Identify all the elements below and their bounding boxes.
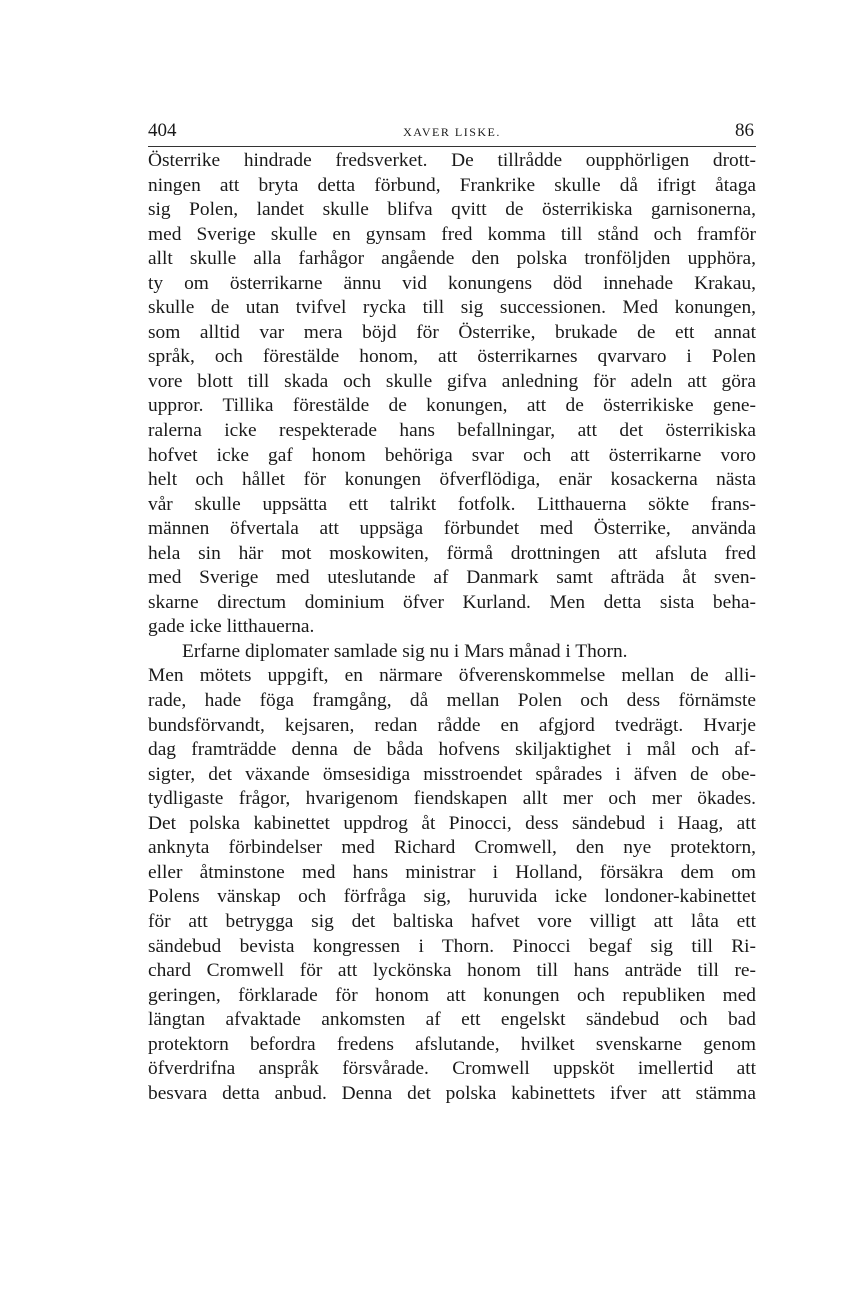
text-line: anknyta förbindelser med Richard Cromwell, den nye protektorn, — [148, 837, 756, 859]
text-line: eller åtminstone med hans ministrar i Holland, försäkra dem om — [148, 861, 756, 883]
text-line: helt och hållet för konungen öfverflödiga, enär kosackerna nästa — [148, 469, 756, 491]
text-line: Österrike hindrade fredsverket. De tillrådde oupphörligen drott- — [148, 150, 756, 171]
text-line: sändebud bevista kongressen i Thorn. Pinocci begaf sig till Ri- — [148, 935, 756, 957]
text-line: sigter, det växande ömsesidiga misstroendet spårades i äfven de obe- — [148, 763, 756, 785]
running-head — [148, 118, 756, 144]
text-line: Erfarne diplomater samlade sig nu i Mars månad i Thorn. — [182, 640, 628, 662]
text-line: med Sverige med uteslutande af Danmark samt afträda åt sven- — [148, 567, 756, 589]
text-line: tydligaste frågor, hvarigenom fiendskapen allt mer och mer ökades. — [148, 788, 756, 810]
text-line: Polens vänskap och förfråga sig, huruvida icke londoner-kabinettet — [148, 886, 756, 908]
page-number-right: 86 — [735, 120, 754, 141]
text-line: uppror. Tillika förestälde de konungen, att de österrikiske gene- — [148, 395, 756, 417]
text-line: vore blott till skada och skulle gifva anledning för adeln att göra — [148, 370, 756, 392]
text-line: geringen, förklarade för honom att konungen och republiken med — [148, 984, 756, 1006]
text-line: skulle de utan tvifvel rycka till sig successionen. Med konungen, — [148, 297, 756, 319]
text-line: längtan afvaktade ankomsten af ett engelskt sändebud och bad — [148, 1009, 756, 1031]
text-line: dag framträdde denna de båda hofvens skiljaktighet i mål och af- — [148, 739, 756, 761]
text-line: bundsförvandt, kejsaren, redan rådde en afgjord tvedrägt. Hvarje — [148, 714, 756, 736]
text-line: rade, hade föga framgång, då mellan Polen och dess förnämste — [148, 690, 756, 712]
text-line: vår skulle uppsätta ett talrikt fotfolk. Litthauerna sökte frans- — [148, 493, 756, 515]
running-title: XAVER LISKE. — [403, 125, 501, 139]
text-line: hela sin här mot moskowiten, förmå drottningen att afsluta fred — [148, 542, 756, 564]
text-line: Det polska kabinettet uppdrog åt Pinocci, dess sändebud i Haag, att — [148, 812, 756, 834]
body-text — [148, 149, 756, 1106]
text-line: protektorn befordra fredens afslutande, hvilket svenskarne genom — [148, 1033, 756, 1055]
text-line: skarne directum dominium öfver Kurland. Men detta sista beha- — [148, 591, 756, 613]
text-line: ty om österrikarne ännu vid konungens död innehade Krakau, — [148, 272, 756, 294]
paragraph-p2 — [148, 640, 756, 1106]
text-line: språk, och förestälde honom, att österrikarnes qvarvaro i Polen — [148, 346, 756, 368]
text-line: med Sverige skulle en gynsam fred komma till stånd och framför — [148, 223, 756, 245]
header-rule — [148, 146, 756, 147]
text-line: besvara detta anbud. Denna det polska kabinettets ifver att stämma — [148, 1082, 756, 1104]
text-line: för att betrygga sig det baltiska hafvet vore villigt att låta ett — [148, 910, 756, 932]
text-line: allt skulle alla farhågor angående den polska tronföljden upphöra, — [148, 248, 756, 270]
text-line: hofvet icke gaf honom behöriga svar och att österrikarne voro — [148, 444, 756, 466]
paragraph-p1 — [148, 149, 756, 640]
text-line: ningen att bryta detta förbund, Frankrike skulle då ifrigt åtaga — [148, 174, 756, 196]
text-line: Men mötets uppgift, en närmare öfverenskommelse mellan de alli- — [148, 665, 756, 687]
text-line: ralerna icke respekterade hans befallningar, att det österrikiska — [148, 420, 756, 442]
text-line: gade icke litthauerna. — [148, 616, 315, 638]
text-line: öfverdrifna anspråk försvårade. Cromwell uppsköt imellertid att — [148, 1058, 756, 1080]
page-number-left: 404 — [148, 120, 177, 141]
text-line: som alltid var mera böjd för Österrike, brukade de ett annat — [148, 321, 756, 343]
text-line: männen öfvertala att uppsäga förbundet med Österrike, använda — [148, 518, 756, 540]
text-line: chard Cromwell för att lyckönska honom till hans anträde till re- — [148, 960, 756, 982]
text-line: sig Polen, landet skulle blifva qvitt de österrikiska garnisonerna, — [148, 199, 756, 221]
